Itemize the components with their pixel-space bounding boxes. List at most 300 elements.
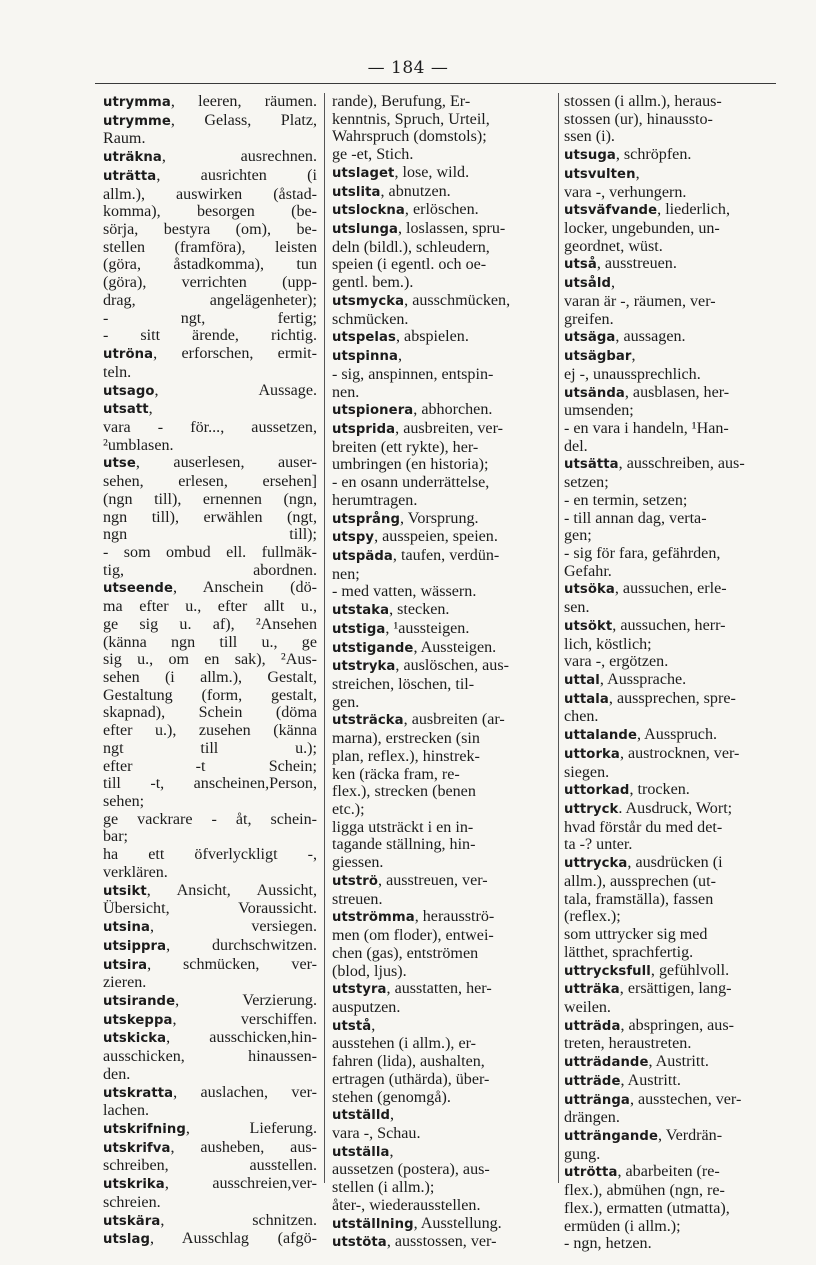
headword: utrötta (564, 1165, 618, 1181)
continuation-line (103, 828, 317, 846)
definition-text: ge -et, Stich. (332, 146, 414, 164)
definition-text: ausputzen. (332, 998, 401, 1016)
continuation-line (103, 669, 317, 687)
entry-line (564, 854, 780, 873)
definition-text: - sitt ärende, richtig. (103, 327, 317, 345)
definition-text: , Aussage. (154, 381, 317, 399)
definition-text: , ¹aussteigen. (385, 619, 470, 637)
definition-text: fahren (lida), aushalten, (332, 1053, 485, 1071)
entry-line (564, 347, 780, 366)
definition-text: gen; (564, 527, 592, 545)
definition-text: aussetzen (postera), aus- (332, 1161, 490, 1179)
entry-line (103, 1029, 317, 1048)
column-3 (564, 93, 780, 1253)
definition-text: deln (bildl.), schleudern, (332, 238, 490, 256)
continuation-line (103, 473, 317, 491)
headword: uttala (564, 691, 609, 707)
entry-line (564, 962, 780, 981)
definition-text: Raum. (103, 130, 146, 148)
continuation-line (103, 793, 317, 811)
entry-line (332, 1215, 556, 1234)
definition-text: (reflex.); (564, 908, 621, 926)
definition-text: ta -? unter. (564, 836, 633, 854)
definition-text: , auserlesen, auser- (135, 454, 317, 472)
continuation-line (103, 256, 317, 274)
entry-line (564, 1127, 780, 1146)
definition-text: ausstehen (i allm.), er- (332, 1035, 477, 1053)
entry-line (332, 908, 556, 927)
continuation-line (564, 545, 780, 563)
entry-line (332, 1106, 556, 1125)
headword: uträkna (103, 150, 162, 166)
headword: utsina (103, 920, 150, 936)
definition-text: , abspringen, aus- (620, 1016, 734, 1034)
definition-text: greifen. (564, 310, 614, 328)
definition-text: allm.), aussprechen (ut- (564, 872, 716, 890)
headword: utsvulten (564, 166, 636, 182)
definition-text: hvad förstår du med det- (564, 818, 723, 836)
definition-text: streichen, löschen, til- (332, 676, 475, 693)
entry-line (103, 454, 317, 473)
definition-text: gentl. bem.). (332, 274, 414, 292)
headword: utskrifning (103, 1121, 186, 1137)
headword: utsöka (564, 582, 615, 598)
continuation-line (103, 292, 317, 310)
continuation-line (564, 293, 780, 311)
definition-text: , ausheben, aus- (170, 1138, 317, 1156)
headword: utse (103, 456, 136, 472)
headword: utslag (103, 1232, 151, 1248)
entry-line (103, 93, 317, 112)
definition-text: , auslöschen, aus- (395, 657, 509, 675)
continuation-line (332, 384, 556, 402)
definition-text: skapnad), Schein (döma (103, 704, 317, 722)
headword: utsägbar (564, 349, 632, 365)
headword: utslunga (332, 222, 398, 238)
definition-text: , erforschen, ermit- (153, 345, 317, 363)
definition-text: umbringen (en historia); (332, 456, 489, 474)
entry-line (332, 164, 556, 183)
continuation-line (332, 439, 556, 457)
continuation-line (103, 203, 317, 221)
definition-text: stossen (ur), hinaussto- (564, 110, 713, 128)
definition-text: speien (i egentl. och oe- (332, 256, 487, 274)
definition-text: , Vorsprung. (400, 509, 479, 527)
definition-text: , Ausschlag (afgö- (150, 1230, 317, 1248)
definition-text: , ausschicken,hin- (166, 1029, 317, 1047)
definition-text: stellen (i allm.); (332, 1179, 435, 1197)
definition-text: , Austritt. (648, 1053, 709, 1071)
entry-line (332, 183, 556, 202)
definition-text: (blod, ljus). (332, 962, 407, 980)
definition-text: , Verzierung. (175, 991, 317, 1009)
entry-line (564, 781, 780, 800)
continuation-line (564, 636, 780, 654)
entry-line (103, 167, 317, 186)
continuation-line (332, 999, 556, 1017)
definition-text: , schmücken, ver- (147, 955, 317, 973)
definition-text: , schröpfen. (615, 146, 692, 164)
continuation-line (332, 456, 556, 474)
headword: utslita (332, 184, 381, 200)
continuation-line (332, 801, 556, 819)
definition-text: setzen; (564, 474, 609, 492)
headword: utsprång (332, 511, 401, 527)
definition-text: som uttrycker sig med (564, 926, 708, 944)
definition-text: - som ombud ell. fullmäk- (103, 543, 317, 561)
entry-line (564, 580, 780, 599)
entry-line (564, 328, 780, 347)
headword: utskrika (103, 1177, 165, 1193)
headword: utså (564, 257, 597, 273)
definition-text: , aussprechen, spre- (608, 689, 736, 707)
continuation-line (332, 274, 556, 292)
definition-text: , (389, 1142, 394, 1160)
headword: utrymma (103, 95, 171, 110)
definition-text: sehen; (103, 793, 145, 811)
continuation-line (103, 437, 317, 455)
definition-text: ligga utsträckt i en in- (332, 818, 474, 836)
definition-text: ma efter u., efter allt u., (103, 598, 317, 616)
definition-text: efter -t Schein; (103, 757, 317, 775)
continuation-line (103, 704, 317, 722)
definition-text: , Ausstellung. (413, 1214, 502, 1232)
header-rule (95, 83, 776, 84)
headword: utsatt (103, 402, 149, 418)
headword: utsända (564, 385, 625, 401)
definition-text: , durchschwitzen. (166, 936, 317, 954)
definition-text: vara -, ergötzen. (564, 653, 669, 671)
definition-text: Gefahr. (564, 562, 612, 580)
definition-text: sörja, bestyra (om), be- (103, 221, 317, 239)
headword: utsätta (564, 457, 619, 473)
continuation-line (564, 1109, 780, 1127)
definition-text: del. (564, 437, 588, 455)
entry-line (332, 547, 556, 566)
entry-line (332, 401, 556, 420)
entry-line (103, 918, 317, 937)
definition-text: , ausdrücken (i (627, 854, 723, 872)
continuation-line (103, 1102, 317, 1120)
definition-text: geordnet, wüst. (564, 237, 663, 255)
definition-text: streuen. (332, 890, 383, 908)
definition-text: , herausströ- (414, 908, 495, 926)
continuation-line (332, 492, 556, 510)
headword: utrymme (103, 113, 171, 129)
definition-text: , aussagen. (615, 328, 686, 346)
headword: utträdande (564, 1055, 649, 1071)
continuation-line (564, 220, 780, 238)
continuation-line (103, 130, 317, 148)
entry-line (332, 292, 556, 311)
continuation-line (103, 1048, 317, 1066)
continuation-line (332, 366, 556, 384)
headword: uttorkad (564, 783, 630, 799)
entry-line (332, 328, 556, 347)
definition-text: , trocken. (629, 781, 690, 799)
definition-text: verklären. (103, 863, 168, 881)
continuation-line (332, 111, 556, 129)
headword: utsökt (564, 618, 613, 634)
headword: uttorka (564, 746, 620, 762)
continuation-line (564, 366, 780, 384)
continuation-line (103, 846, 317, 864)
definition-text: , erlöschen. (404, 201, 479, 219)
headword: utsträcka (332, 713, 404, 729)
definition-text: tagande ställning, hin- (332, 836, 476, 854)
continuation-line (332, 676, 556, 694)
continuation-line (332, 239, 556, 257)
continuation-line (564, 908, 780, 926)
continuation-line (103, 740, 317, 758)
continuation-line (332, 146, 556, 164)
definition-text: . Ausdruck, Wort; (618, 800, 733, 818)
entry-line (103, 1212, 317, 1231)
headword: utsväfvande (564, 203, 658, 219)
continuation-line (564, 926, 780, 944)
definition-text: , abarbeiten (re- (617, 1163, 720, 1181)
headword: uttrycksfull (564, 963, 651, 979)
entry-line (103, 882, 317, 901)
entry-line (564, 617, 780, 636)
continuation-line (103, 310, 317, 328)
definition-text: , ausstreuen. (596, 255, 677, 273)
entry-line (103, 956, 317, 975)
definition-text: locker, ungebunden, un- (564, 220, 720, 238)
definition-text: Wahrspruch (domstols); (332, 128, 487, 146)
headword: utstyra (332, 982, 387, 998)
entry-line (332, 872, 556, 891)
column-2 (332, 93, 556, 1252)
definition-text: drag, angelägenheter); (103, 291, 317, 309)
continuation-line (332, 819, 556, 837)
headword: utslockna (332, 203, 405, 219)
definition-text: umsenden; (564, 402, 634, 420)
continuation-line (332, 945, 556, 963)
page-number: — 184 — (367, 58, 449, 78)
definition-text: , ausrichten (i (156, 166, 317, 184)
entry-line (564, 1072, 780, 1091)
continuation-line (564, 563, 780, 581)
definition-text: ertragen (uthärda), über- (332, 1070, 490, 1088)
continuation-line (103, 491, 317, 509)
entry-line (103, 1011, 317, 1030)
definition-text: , verschiffen. (172, 1010, 317, 1028)
continuation-line (103, 544, 317, 562)
continuation-line (332, 748, 556, 766)
continuation-line (103, 775, 317, 793)
headword: utstryka (332, 659, 396, 675)
definition-text: , ausstossen, ver- (386, 1233, 497, 1251)
continuation-line (564, 184, 780, 202)
entry-line (564, 146, 780, 165)
definition-text: , abnutzen. (380, 182, 451, 200)
definition-text: ngn till); (103, 526, 317, 544)
definition-text: , aussuchen, herr- (612, 616, 726, 634)
entry-line (564, 1017, 780, 1036)
definition-text: , ausschreiben, aus- (618, 455, 745, 473)
definition-text: Gestaltung (form, gestalt, (103, 686, 317, 704)
entry-line (332, 601, 556, 620)
definition-text: , leeren, räumen. (170, 93, 317, 110)
definition-text: åter-, wiederausstellen. (332, 1196, 481, 1214)
definition-text: , Gelass, Platz, (170, 111, 317, 129)
entry-line (103, 112, 317, 131)
definition-text: , (631, 347, 636, 365)
definition-text: , (148, 400, 153, 418)
definition-text: , ausstreuen, ver- (378, 871, 488, 889)
definition-text: gen. (332, 693, 360, 711)
entry-line (564, 255, 780, 274)
definition-text: - ngn, hetzen. (564, 1235, 652, 1253)
entry-line (564, 980, 780, 999)
headword: utspelas (332, 330, 396, 346)
definition-text: flex.), abmühen (ngn, re- (564, 1182, 725, 1200)
definition-text: (känna ngn till u., ge (103, 633, 317, 651)
definition-text: , abhorchen. (413, 401, 493, 419)
definition-text: chen. (564, 708, 599, 726)
headword: utseende (103, 581, 174, 597)
continuation-line (103, 634, 317, 652)
definition-text: , stecken. (389, 601, 450, 619)
continuation-line (332, 583, 556, 601)
continuation-line (103, 687, 317, 705)
headword: uttränga (564, 1092, 630, 1108)
headword: utspinna (332, 349, 398, 365)
definition-text: ²umblasen. (103, 436, 174, 454)
continuation-line (103, 758, 317, 776)
definition-text: , auslachen, ver- (173, 1083, 317, 1101)
continuation-line (103, 186, 317, 204)
definition-text: lachen. (103, 1102, 150, 1120)
definition-text: - med vatten, wässern. (332, 583, 477, 601)
definition-text: flex.), strecken (benen (332, 783, 476, 801)
definition-text: , gefühlvoll. (650, 961, 730, 979)
entry-line (332, 347, 556, 366)
definition-text: , schnitzen. (160, 1211, 317, 1229)
column-divider (324, 93, 325, 1183)
definition-text: ge vackrare - åt, schein- (103, 810, 317, 828)
definition-text: , (371, 1016, 376, 1034)
headword: utsippra (103, 938, 167, 954)
continuation-line (564, 311, 780, 329)
continuation-line (332, 1179, 556, 1197)
continuation-line (564, 653, 780, 671)
definition-text: , versiegen. (149, 918, 317, 936)
headword: utsago (103, 383, 155, 399)
continuation-line (103, 974, 317, 992)
definition-text: , ausschreien,ver- (164, 1175, 317, 1193)
entry-line (332, 528, 556, 547)
entry-line (103, 579, 317, 598)
headword: uttal (564, 673, 600, 688)
definition-text: siegen. (564, 763, 610, 781)
continuation-line (103, 419, 317, 437)
headword: uträtta (103, 168, 157, 184)
headword: utsprida (332, 421, 396, 437)
headword: utträde (564, 1073, 621, 1089)
definition-text: - en termin, setzen; (564, 491, 688, 509)
definition-text: komma), besorgen (be- (103, 203, 317, 221)
definition-text: , Ansicht, Aussicht, (146, 881, 317, 899)
definition-text: , (611, 274, 616, 292)
definition-text: ssen (i). (564, 128, 615, 146)
continuation-line (564, 93, 780, 111)
definition-text: , Ausspruch. (637, 726, 718, 744)
headword: utströmma (332, 910, 415, 926)
definition-text: ausschicken, hinaussen- (103, 1048, 317, 1066)
continuation-line (103, 616, 317, 634)
continuation-line (103, 509, 317, 527)
definition-text: gung. (564, 1145, 601, 1163)
definition-text: etc.); (332, 801, 365, 819)
definition-text: ngn till), erwählen (ngt, (103, 508, 317, 526)
definition-text: , abspielen. (396, 328, 469, 346)
continuation-line (332, 93, 556, 111)
headword: uttalande (564, 728, 637, 744)
entry-line (332, 420, 556, 439)
headword: utsira (103, 957, 148, 973)
entry-line (564, 201, 780, 220)
continuation-line (332, 566, 556, 584)
continuation-line (564, 599, 780, 617)
definition-text: nen. (332, 383, 360, 401)
continuation-line (564, 402, 780, 420)
definition-text: - ngt, fertig; (103, 309, 317, 327)
entry-line (103, 400, 317, 419)
entry-line (103, 1120, 317, 1139)
continuation-line (332, 854, 556, 872)
continuation-line (564, 999, 780, 1017)
continuation-line (332, 730, 556, 748)
definition-text: , Aussprache. (599, 671, 687, 688)
definition-text: sehen, erlesen, ersehen] (103, 473, 317, 491)
definition-text: (göra, åstadkomma), tun (103, 256, 317, 274)
headword: utsäga (564, 330, 616, 346)
headword: utstiga (332, 621, 386, 637)
definition-text: , Lieferung. (185, 1119, 317, 1137)
headword: utspy (332, 530, 375, 546)
definition-text: teln. (103, 363, 132, 381)
continuation-line (103, 1157, 317, 1175)
definition-text: , loslassen, spru- (397, 220, 506, 238)
continuation-line (564, 492, 780, 510)
continuation-line (103, 722, 317, 740)
definition-text: stellen (framföra), leisten (103, 238, 317, 256)
definition-text: Übersicht, Voraussicht. (103, 900, 317, 918)
definition-text: efter u.), zusehen (känna (103, 722, 317, 740)
headword: utskratta (103, 1085, 174, 1101)
definition-text: ngt till u.); (103, 739, 317, 757)
headword: utströ (332, 873, 379, 889)
headword: utställa (332, 1144, 390, 1160)
continuation-line (332, 766, 556, 784)
definition-text: , ausstechen, ver- (629, 1090, 742, 1108)
headword: utsmycka (332, 293, 405, 309)
continuation-line (332, 128, 556, 146)
definition-text: tala, framställa), fassen (564, 890, 714, 908)
definition-text: - en osann underrättelse, (332, 474, 490, 492)
headword: utställning (332, 1216, 414, 1232)
continuation-line (332, 963, 556, 981)
definition-text: ken (räcka fram, re- (332, 765, 460, 783)
continuation-line (103, 526, 317, 544)
definition-text: vara - för..., aussetzen, (103, 418, 317, 436)
definition-text: schmücken. (332, 310, 409, 328)
entry-line (103, 937, 317, 956)
continuation-line (103, 274, 317, 292)
definition-text: , liederlich, (657, 201, 730, 219)
